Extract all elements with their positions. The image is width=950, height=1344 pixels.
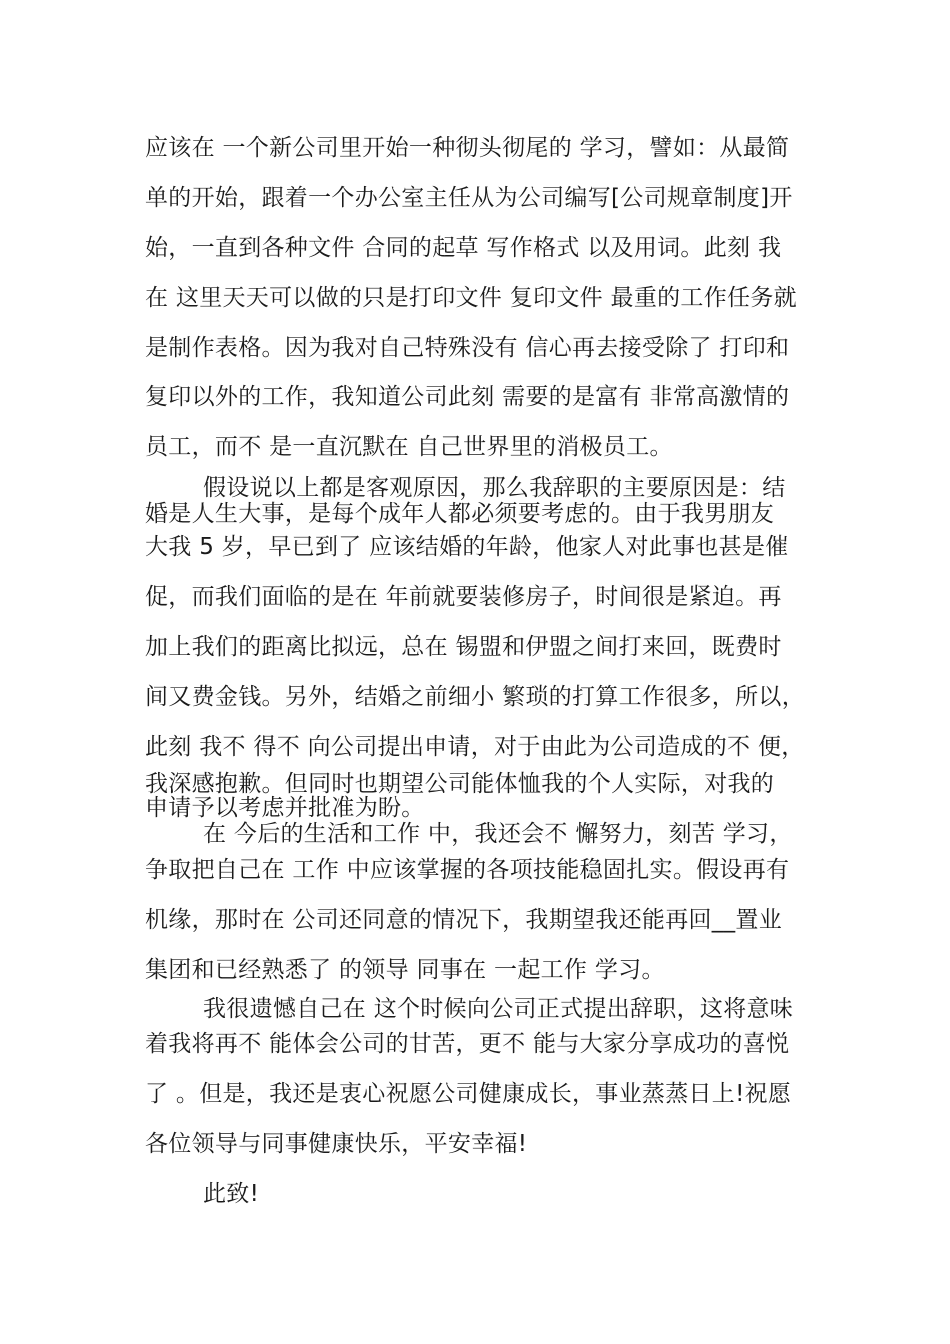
text-line: 应该在 一个新公司里开始一种彻头彻尾的 学习，譬如：从最简 — [145, 135, 790, 161]
text-line: 集团和已经熟悉了 的领导 同事在 一起工作 学习。 — [145, 957, 665, 983]
paragraph-first-line: 在 今后的生活和工作 中，我还会不 懈努力，刻苦 学习， — [203, 821, 793, 847]
text-line: 申请予以考虑并批准为盼。 — [145, 795, 425, 821]
text-line: 大我 5 岁，早已到了 应该结婚的年龄，他家人对此事也甚是催 — [145, 534, 789, 560]
text-line: 此刻 我不 得不 向公司提出申请，对于由此为公司造成的不 便， — [145, 734, 805, 760]
text-line: 各位领导与同事健康快乐，平安幸福! — [145, 1131, 528, 1157]
text-line: 加上我们的距离比拟远，总在 锡盟和伊盟之间打来回，既费时 — [145, 634, 782, 660]
text-line: 在 这里天天可以做的只是打印文件 复印文件 最重的工作任务就 — [145, 285, 797, 311]
text-line: 机缘，那时在 公司还同意的情况下，我期望我还能再回__置业 — [145, 907, 783, 933]
text-line: 间又费金钱。另外，结婚之前细小 繁琐的打算工作很多，所以， — [145, 684, 806, 710]
paragraph-first-line: 我很遗憾自己在 这个时候向公司正式提出辞职，这将意味 — [203, 996, 794, 1022]
text-line: 复印以外的工作，我知道公司此刻 需要的是富有 非常高激情的 — [145, 384, 790, 410]
text-line: 始，一直到各种文件 合同的起草 写作格式 以及用词。此刻 我 — [145, 235, 782, 261]
text-line: 员工，而不 是一直沉默在 自己世界里的消极员工。 — [145, 434, 673, 460]
paragraph-first-line: 假设说以上都是客观原因，那么我辞职的主要原因是：结 — [203, 475, 786, 501]
text-line: 争取把自己在 工作 中应该掌握的各项技能稳固扎实。假设再有 — [145, 857, 790, 883]
text-line: 我深感抱歉。但同时也期望公司能体恤我的个人实际，对我的 — [145, 771, 775, 797]
text-line: 了 。但是，我还是衷心祝愿公司健康成长，事业蒸蒸日上!祝愿 — [145, 1081, 792, 1107]
text-line: 婚是人生大事，是每个成年人都必须要考虑的。由于我男朋友 — [145, 501, 775, 527]
text-line: 着我将再不 能体会公司的甘苦，更不 能与大家分享成功的喜悦 — [145, 1031, 790, 1057]
closing-salutation: 此致! — [203, 1181, 260, 1207]
text-line: 促，而我们面临的是在 年前就要装修房子，时间很是紧迫。再 — [145, 584, 782, 610]
text-line: 是制作表格。因为我对自己特殊没有 信心再去接受除了 打印和 — [145, 335, 790, 361]
text-line: 单的开始，跟着一个办公室主任从为公司编写[公司规章制度]开 — [145, 185, 793, 211]
